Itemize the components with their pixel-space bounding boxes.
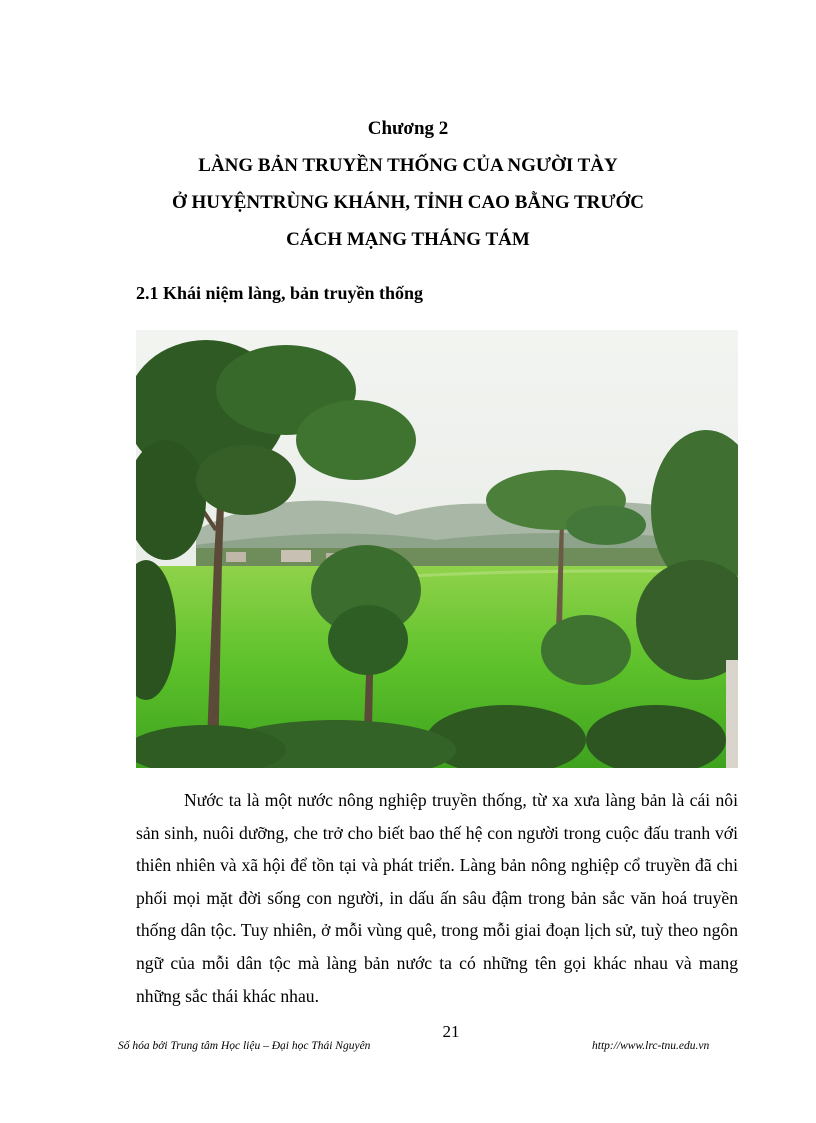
chapter-title-line-3: CÁCH MẠNG THÁNG TÁM: [286, 229, 530, 250]
chapter-title-line-1: LÀNG BẢN TRUYỀN THỐNG CỦA NGƯỜI TÀY: [198, 155, 618, 176]
footer-source: Số hóa bởi Trung tâm Học liệu – Đại học Thái Nguyên: [118, 1040, 371, 1052]
chapter-title-line-2: Ở HUYỆNTRÙNG KHÁNH, TỈNH CAO BẰNG TRƯỚC: [171, 192, 645, 213]
page-number: 21: [442, 1022, 460, 1041]
body-text: [136, 784, 738, 1012]
body-paragraph: Nước ta là một nước nông nghiệp truyền thống, từ xa xưa làng bản là cái nôi sản sinh, nuôi dưỡng, che trở cho biết bao thế hệ con người trong cuộc đấu tranh với thiên nhiên và xã hội để tồn tại và phát triển. Làng bản nông nghiệp cổ truyền đã chi phối mọi mặt đời sống con người, in dấu ấn sâu đậm trong bản sắc văn hoá truyền thống dân tộc. Tuy nhiên, ở mỗi vùng quê, trong mỗi giai đoạn lịch sử, tuỳ theo ngôn ngữ của mỗi dân tộc mà làng bản nước ta có những tên gọi khác nhau và mang những sắc thái khác nhau.: [136, 790, 738, 1006]
chapter-heading: [0, 110, 816, 258]
section-heading: 2.1 Khái niệm làng, bản truyền thống: [136, 283, 424, 303]
chapter-number: Chương 2: [367, 118, 449, 139]
footer-url[interactable]: http://www.lrc-tnu.edu.vn: [592, 1040, 710, 1052]
landscape-photo: [136, 330, 738, 768]
